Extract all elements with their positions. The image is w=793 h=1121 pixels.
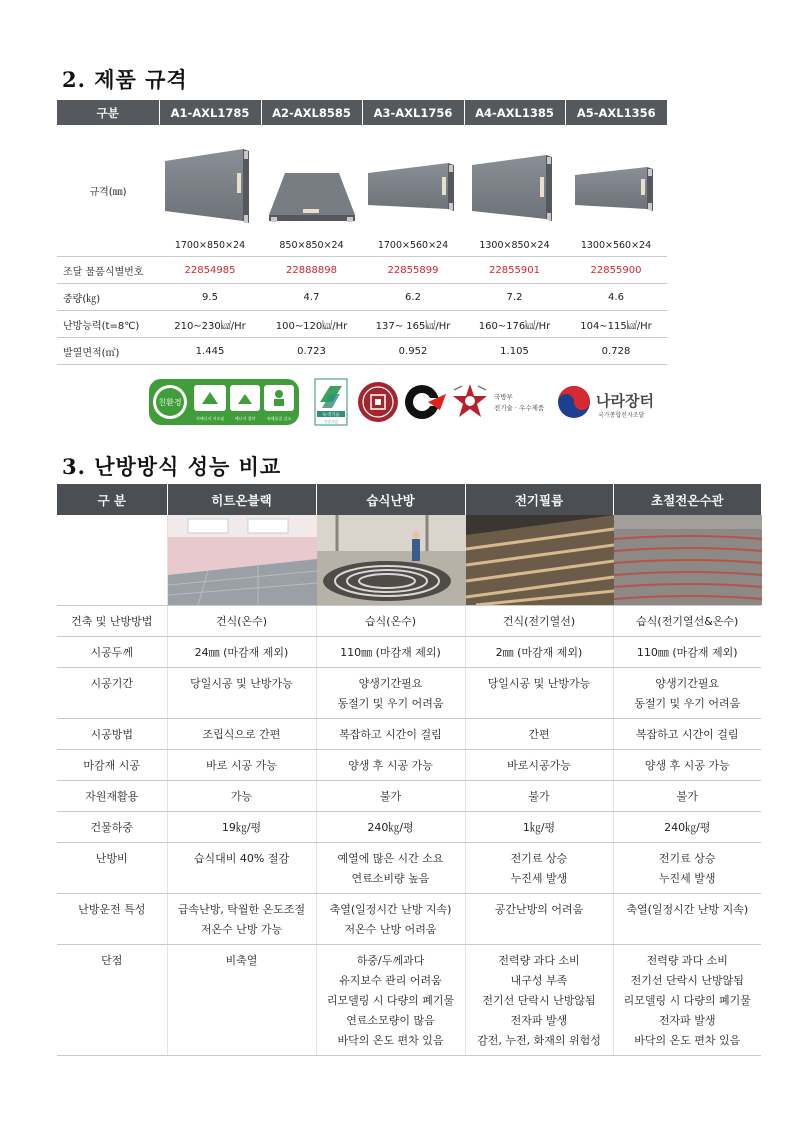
compare-cell-line: 240㎏/평	[367, 821, 414, 834]
compare-cell-line: 240㎏/평	[664, 821, 711, 834]
spec-cell: 4.7	[261, 284, 362, 311]
compare-cell-line: 당일시공 및 난방가능	[190, 677, 293, 690]
compare-cell	[465, 781, 613, 812]
compare-cell-line: 양생기간필요	[655, 677, 720, 690]
compare-header-cell: 구 분	[57, 484, 167, 515]
green-tech-text: 녹색기술	[322, 413, 340, 418]
compare-cell-line: 리모델링 시 다량의 폐기물	[326, 994, 455, 1007]
compare-cell	[316, 894, 465, 945]
wet-heating-photo	[317, 515, 466, 605]
compare-cell	[613, 637, 761, 668]
compare-cell	[465, 812, 613, 843]
spec-cell: 22854985	[159, 257, 261, 284]
compare-cell-line: 축열(일정시간 난방 지속)	[626, 903, 749, 916]
compare-cell-line: 누진세 발생	[510, 872, 568, 885]
spec-cell: 22855901	[464, 257, 565, 284]
compare-cell-line: 공간난방의 어려움	[494, 903, 584, 916]
compare-row	[57, 843, 761, 894]
product-spec-table	[57, 100, 667, 365]
narajangteo-sub: 국가종합전자조달	[598, 412, 645, 419]
compare-cell-line: 연료소모량이 많음	[346, 1014, 435, 1027]
compare-cell	[316, 606, 465, 637]
electric-film-photo	[466, 515, 614, 605]
compare-row	[57, 812, 761, 843]
compare-row	[57, 719, 761, 750]
compare-cell-line: 조립식으로 간편	[202, 728, 281, 741]
heaton-black-floor-photo	[168, 515, 317, 605]
compare-header-cell: 습식난방	[316, 484, 465, 515]
compare-row-label: 난방비	[57, 843, 167, 894]
spec-cell: 0.728	[565, 338, 667, 365]
compare-cell	[465, 668, 613, 719]
defense-line1: 국방부	[494, 393, 513, 401]
certification-logos	[148, 378, 668, 428]
compare-cell-line: 습식대비 40% 절감	[193, 852, 290, 865]
spec-cell: 1.445	[159, 338, 261, 365]
spec-header-cell: A1-AXL1785	[159, 100, 261, 125]
compare-cell	[613, 606, 761, 637]
compare-cell-line: 양생 후 시공 가능	[644, 759, 730, 772]
compare-row	[57, 750, 761, 781]
green-tech-logo	[314, 378, 348, 426]
quality-seal-logo	[356, 380, 400, 424]
compare-cell-line: 저온수 난방 어려움	[344, 923, 437, 936]
spec-cell: 0.952	[362, 338, 464, 365]
compare-cell-line: 19㎏/평	[221, 821, 262, 834]
compare-cell	[316, 945, 465, 1056]
compare-row-label: 단점	[57, 945, 167, 1056]
compare-cell-line: 불가	[379, 790, 402, 803]
compare-cell	[465, 719, 613, 750]
spec-cell: 22855899	[362, 257, 464, 284]
compare-cell-line: 내구성 부족	[510, 974, 568, 987]
compare-cell-line: 전기료 상승	[658, 852, 716, 865]
compare-cell-line: 바닥의 온도 편차 있음	[634, 1034, 741, 1047]
compare-cell	[465, 843, 613, 894]
compare-cell-line: 양생기간필요	[358, 677, 423, 690]
panel-dimension: 1300×850×24	[479, 240, 550, 251]
green-tech-sub: 인증기업	[324, 420, 338, 424]
compare-cell	[465, 606, 613, 637]
eco-certification-logo	[148, 378, 300, 426]
spec-row-area	[57, 338, 667, 365]
heating-panel-image	[567, 143, 665, 233]
compare-header-cell: 히트온블랙	[167, 484, 316, 515]
heating-comparison-table	[57, 484, 761, 1056]
compare-cell-line: 간편	[528, 728, 550, 741]
compare-cell-line: 리모델링 시 다량의 폐기물	[623, 994, 751, 1007]
g-mark-logo	[402, 380, 448, 424]
compare-cell	[465, 945, 613, 1056]
compare-cell-line: 전기선 단락시 난방않됨	[482, 994, 596, 1007]
compare-cell	[316, 750, 465, 781]
compare-cell	[167, 945, 316, 1056]
compare-cell	[465, 894, 613, 945]
compare-cell-line: 축열(일정시간 난방 지속)	[329, 903, 452, 916]
compare-cell-line: 습식(전기열선&온수)	[636, 615, 739, 628]
compare-cell-line: 전력량 과다 소비	[646, 954, 728, 967]
compare-cell	[316, 812, 465, 843]
compare-cell	[167, 719, 316, 750]
spec-cell: 7.2	[464, 284, 565, 311]
compare-cell	[465, 637, 613, 668]
compare-cell-line: 불가	[528, 790, 550, 803]
spec-cell: 160∼176㎉/Hr	[464, 311, 565, 338]
spec-row-weight	[57, 284, 667, 311]
spec-row-capacity	[57, 311, 667, 338]
spec-header-cell: 구분	[57, 100, 159, 125]
compare-header-cell: 전기필름	[465, 484, 613, 515]
compare-cell	[167, 750, 316, 781]
compare-row-label: 시공두께	[57, 637, 167, 668]
compare-row	[57, 781, 761, 812]
heating-panel-image	[364, 143, 462, 233]
compare-cell-line: 전자파 발생	[510, 1014, 568, 1027]
defense-ministry-logo	[450, 380, 550, 424]
spec-header-row	[57, 100, 667, 125]
compare-cell-line: 전력량 과다 소비	[498, 954, 580, 967]
panel-dimension: 1700×850×24	[174, 240, 246, 251]
compare-cell-line: 전기료 상승	[510, 852, 568, 865]
compare-cell-line: 바로 시공 가능	[206, 759, 277, 772]
compare-cell-line: 급속난방, 탁월한 온도조절	[177, 903, 306, 916]
compare-cell	[613, 668, 761, 719]
compare-cell-line: 감전, 누전, 화재의 위험성	[477, 1034, 601, 1047]
spec-row-procurement	[57, 257, 667, 284]
compare-cell	[167, 843, 316, 894]
narajangteo-name: 나라장터	[596, 392, 654, 410]
compare-row	[57, 945, 761, 1056]
compare-cell	[316, 719, 465, 750]
compare-cell	[613, 812, 761, 843]
spec-cell: 100∼120㎉/Hr	[261, 311, 362, 338]
spec-cell: 22888898	[261, 257, 362, 284]
compare-cell-line: 건식(전기열선)	[502, 615, 576, 628]
compare-cell-line: 복잡하고 시간이 걸림	[339, 728, 442, 741]
heating-panel-image	[466, 143, 564, 233]
compare-cell	[613, 945, 761, 1056]
compare-cell-line: 110㎜ (마감재 제외)	[636, 646, 738, 659]
spec-cell: 137∼ 165㎉/Hr	[362, 311, 464, 338]
compare-cell-line: 하중/두께과다	[356, 954, 425, 967]
compare-cell-line: 누진세 발생	[658, 872, 716, 885]
spec-cell: 22855900	[565, 257, 667, 284]
compare-cell	[613, 894, 761, 945]
eco-item-text: 유해물질 감소	[266, 416, 292, 421]
compare-cell-line: 습식(온수)	[364, 615, 417, 628]
panel-dimension: 850×850×24	[279, 240, 344, 251]
pipe-heating-photo	[614, 515, 762, 605]
compare-row	[57, 606, 761, 637]
compare-header-cell: 초절전온수관	[613, 484, 761, 515]
compare-cell	[316, 781, 465, 812]
spec-row-label: 규격(㎜)	[57, 125, 159, 257]
compare-cell	[316, 843, 465, 894]
compare-cell	[167, 894, 316, 945]
eco-label-text: 친환경	[158, 398, 182, 407]
compare-cell-line: 당일시공 및 난방가능	[487, 677, 591, 690]
compare-cell-line: 전자파 발생	[658, 1014, 716, 1027]
spec-row-label: 중량(㎏)	[57, 284, 159, 311]
spec-cell: 1.105	[464, 338, 565, 365]
compare-cell-line: 2㎜ (마감재 제외)	[495, 646, 583, 659]
compare-cell	[316, 637, 465, 668]
compare-row-label: 건축 및 난방방법	[57, 606, 167, 637]
compare-cell-line: 예열에 많은 시간 소요	[337, 852, 444, 865]
compare-cell-line: 동절기 및 우기 어려움	[337, 697, 444, 710]
section-title-heating-comparison: 3. 난방방식 성능 비교	[62, 454, 282, 479]
defense-line2: 전기술 · 우수제품	[494, 404, 545, 412]
compare-cell	[167, 812, 316, 843]
compare-cell-line: 동절기 및 우기 어려움	[634, 697, 741, 710]
compare-row-label: 마감재 시공	[57, 750, 167, 781]
spec-cell: 4.6	[565, 284, 667, 311]
spec-row-label: 조달 물품식별번호	[57, 257, 159, 284]
heating-panel-image	[263, 143, 361, 233]
spec-cell: 210∼230㎉/Hr	[159, 311, 261, 338]
spec-header-cell: A2-AXL8585	[261, 100, 362, 125]
compare-cell	[316, 668, 465, 719]
compare-cell	[613, 750, 761, 781]
compare-cell-line: 전기선 단락시 난방않됨	[630, 974, 744, 987]
spec-header-cell: A3-AXL1756	[362, 100, 464, 125]
compare-row-label: 자원재활용	[57, 781, 167, 812]
eco-item-text: 에너지 절약	[234, 416, 256, 421]
spec-size-row	[57, 125, 667, 257]
heating-panel-image	[161, 143, 259, 233]
compare-row-label: 건물하중	[57, 812, 167, 843]
compare-cell	[465, 750, 613, 781]
compare-cell-line: 24㎜ (마감재 제외)	[194, 646, 289, 659]
spec-cell: 9.5	[159, 284, 261, 311]
compare-cell-line: 바로시공가능	[507, 759, 571, 772]
compare-cell	[167, 668, 316, 719]
compare-cell-line: 110㎜ (마감재 제외)	[340, 646, 441, 659]
spec-cell: 6.2	[362, 284, 464, 311]
compare-cell	[613, 843, 761, 894]
spec-header-cell: A4-AXL1385	[464, 100, 565, 125]
compare-cell-line: 1㎏/평	[522, 821, 556, 834]
compare-cell	[613, 719, 761, 750]
narajangteo-logo	[556, 378, 668, 426]
spec-header-cell: A5-AXL1356	[565, 100, 667, 125]
compare-row-label: 시공방법	[57, 719, 167, 750]
eco-item-text: 저에너지 저오염	[195, 416, 225, 421]
compare-cell	[167, 781, 316, 812]
compare-cell-line: 양생 후 시공 가능	[348, 759, 433, 772]
compare-cell-line: 저온수 난방 가능	[200, 923, 283, 936]
compare-cell	[167, 637, 316, 668]
panel-dimension: 1700×560×24	[377, 240, 449, 251]
compare-row	[57, 894, 761, 945]
spec-cell: 104∼115㎉/Hr	[565, 311, 667, 338]
spec-row-label: 발열면적(㎡)	[57, 338, 159, 365]
spec-cell: 0.723	[261, 338, 362, 365]
compare-header-row	[57, 484, 761, 515]
compare-cell-line: 바닥의 온도 편차 있음	[337, 1034, 444, 1047]
spec-row-label: 난방능력(t=8℃)	[57, 311, 159, 338]
compare-cell-line: 비축열	[225, 954, 258, 967]
compare-cell-line: 연료소비량 높음	[351, 872, 430, 885]
compare-row	[57, 668, 761, 719]
compare-cell-line: 건식(온수)	[215, 615, 268, 628]
compare-cell-line: 복잡하고 시간이 걸림	[635, 728, 739, 741]
compare-photo-row	[57, 515, 761, 606]
compare-row-label: 시공기간	[57, 668, 167, 719]
compare-row	[57, 637, 761, 668]
section-title-product-spec: 2. 제품 규격	[62, 67, 188, 92]
panel-dimension: 1300×560×24	[580, 240, 652, 251]
compare-cell-line: 불가	[676, 790, 698, 803]
compare-cell-line: 가능	[230, 790, 253, 803]
compare-cell	[613, 781, 761, 812]
compare-cell-line: 유지보수 관리 어려움	[339, 974, 442, 987]
compare-cell	[167, 606, 316, 637]
compare-row-label: 난방운전 특성	[57, 894, 167, 945]
